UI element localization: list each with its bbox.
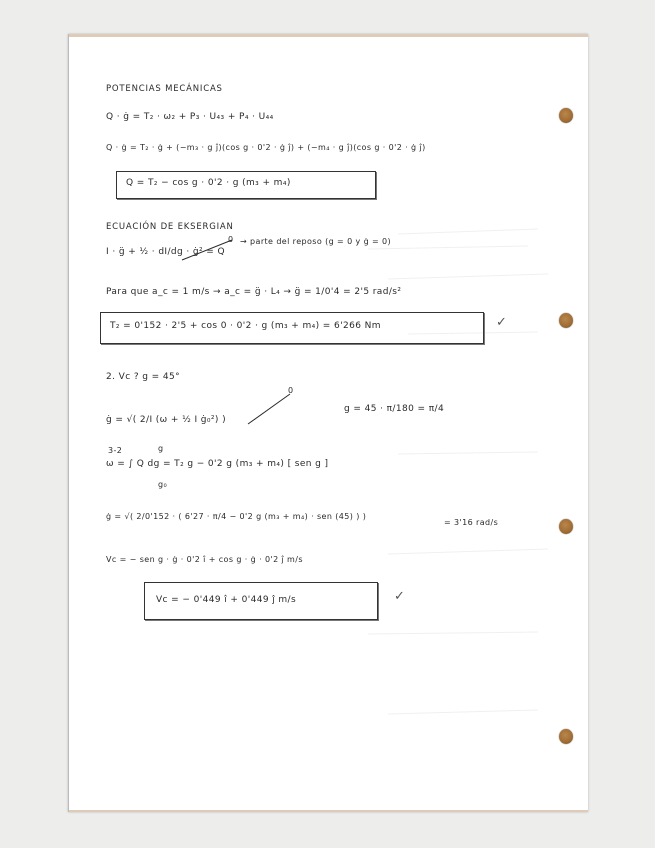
equation-angular-velocity: ġ = √( 2/I (ω + ½ I ġ₀²) ) [106, 415, 226, 425]
binder-hole-3 [559, 519, 573, 534]
equation-eksergian: I · g̈ + ½ · dI/dg · ġ² = Q [106, 247, 225, 257]
question-2: 2. Vc ? g = 45° [106, 372, 180, 382]
equation-vc: Vc = − sen g · ġ · 0'2 î + cos g · ġ · 0'2 ĵ m/s [106, 555, 303, 564]
check-mark-2: ✓ [394, 589, 405, 604]
binder-hole-4 [559, 729, 573, 744]
equation-gdot-value: ġ = √( 2/0'152 · ( 6'27 · π/4 − 0'2 g (m₃ + m₄) · sen (45) ) ) [106, 512, 367, 521]
equation-zero-marker: 0 [288, 386, 294, 395]
equation-vc-result: Vc = − 0'449 î + 0'449 ĵ m/s [156, 595, 297, 605]
cancel-stroke [178, 234, 238, 264]
equation-t2: T₂ = 0'152 · 2'5 + cos 0 · 0'2 · g (m₃ + m₄) = 6'266 Nm [110, 321, 381, 331]
equation-work: ω = ∫ Q dg = T₂ g − 0'2 g (m₃ + m₄) [ sen g ] [106, 459, 329, 469]
section-title-eksergian: ECUACIÓN DE EKSERGIAN [106, 222, 234, 232]
equation-q: Q = T₂ − cos g · 0'2 · g (m₃ + m₄) [126, 178, 291, 188]
page-left-edge [68, 34, 69, 812]
equation-power-expanded: Q · ġ = T₂ · ġ + (−m₃ · g ĵ)(cos g · 0'2 · ġ ĵ) + (−m₄ · g ĵ)(cos g · 0'2 · ġ ĵ) [106, 143, 426, 152]
check-mark-1: ✓ [496, 315, 507, 330]
binder-hole-2 [559, 313, 573, 328]
notebook-page [68, 34, 588, 812]
page-top-edge [68, 34, 588, 37]
binder-hole-1 [559, 108, 573, 123]
cancel-stroke-2 [244, 390, 304, 430]
equation-angle: g = 45 · π/180 = π/4 [344, 404, 445, 414]
equation-acceleration: Para que a_c = 1 m/s → a_c = g̈ · L₄ → g̈ = 1/0'4 = 2'5 rad/s² [106, 287, 402, 297]
equation-work-label: 3-2 [108, 446, 123, 455]
equation-power-balance: Q · ġ = T₂ · ω₂ + P₃ · U₄₃ + P₄ · U₄₄ [106, 112, 274, 122]
equation-gdot-result: = 3'16 rad/s [444, 518, 499, 527]
page-bottom-edge [68, 810, 588, 812]
equation-eksergian-note: → parte del reposo (g = 0 y ġ = 0) [240, 237, 392, 246]
section-title-potencias: POTENCIAS MECÁNICAS [106, 84, 223, 94]
integral-upper-limit: g [158, 444, 164, 453]
equation-eksergian-zero: 0 [228, 235, 234, 244]
integral-lower-limit: g₀ [158, 480, 168, 489]
